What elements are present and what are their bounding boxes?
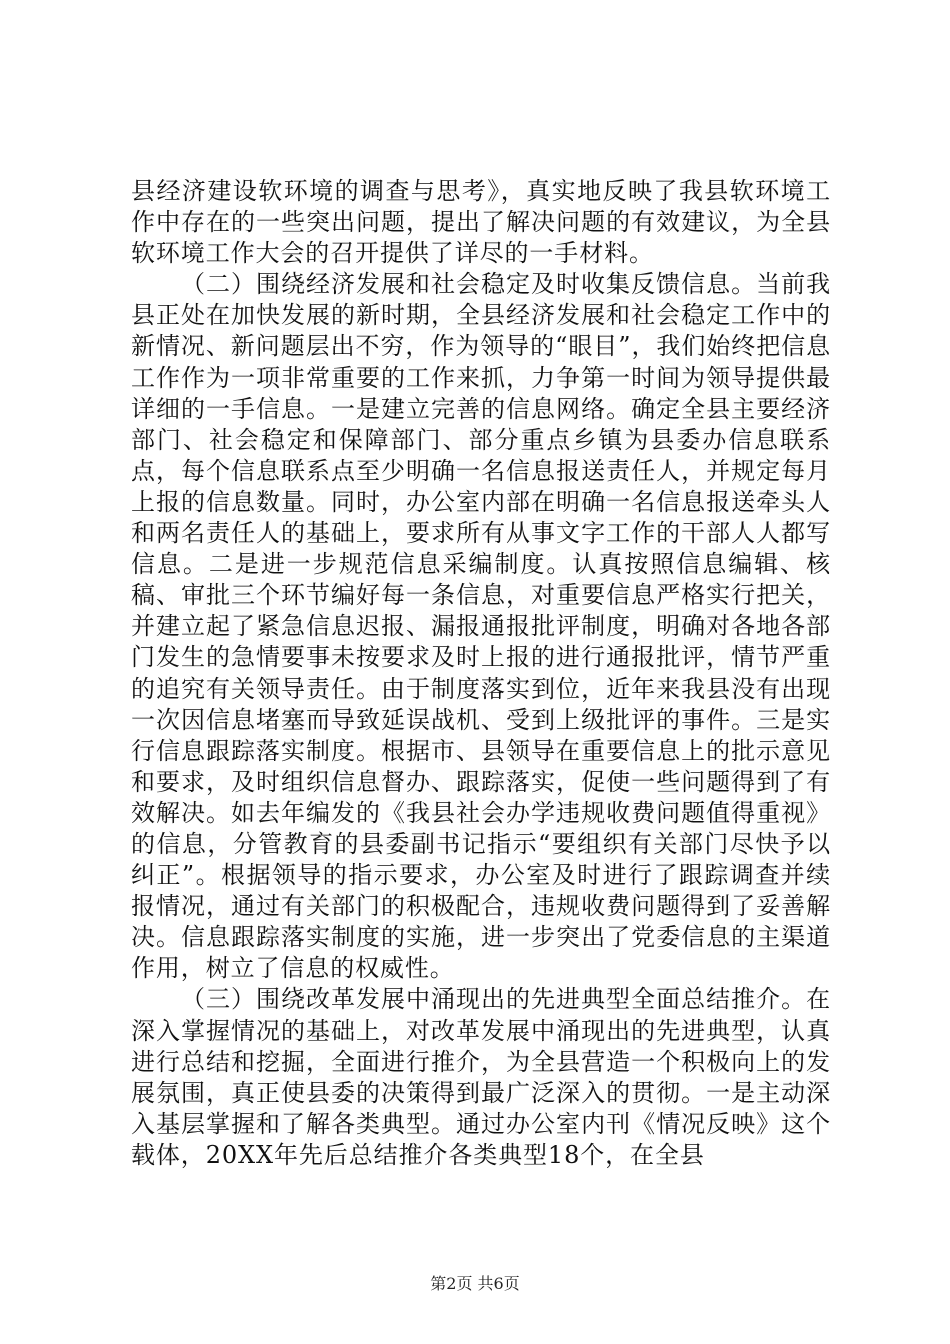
document-body: [131, 176, 831, 1171]
paragraph-section-two: （二）围绕经济发展和社会稳定及时收集反馈信息。当前我县正处在加快发展的新时期，全县经济发展和社会稳定工作中的新情况、新问题层出不穷，作为领导的“眼目”，我们始终把信息工作作为一项非常重要的工作来抓，力争第一时间为领导提供最详细的一手信息。一是建立完善的信息网络。确定全县主要经济部门、社会稳定和保障部门、部分重点乡镇为县委办信息联系点，每个信息联系点至少明确一名信息报送责任人，并规定每月上报的信息数量。同时，办公室内部在明确一名信息报送牵头人和两名责任人的基础上，要求所有从事文字工作的干部人人都写信息。二是进一步规范信息采编制度。认真按照信息编辑、核稿、审批三个环节编好每一条信息，对重要信息严格实行把关，并建立起了紧急信息迟报、漏报通报批评制度，明确对各地各部门发生的急情要事未按要求及时上报的进行通报批评，情节严重的追究有关领导责任。由于制度落实到位，近年来我县没有出现一次因信息堵塞而导致延误战机、受到上级批评的事件。三是实行信息跟踪落实制度。根据市、县领导在重要信息上的批示意见和要求，及时组织信息督办、跟踪落实，促使一些问题得到了有效解决。如去年编发的《我县社会办学违规收费问题值得重视》的信息，分管教育的县委副书记指示“要组织有关部门尽快予以纠正”。根据领导的指示要求，办公室及时进行了跟踪调查并续报情况，通过有关部门的积极配合，违规收费问题得到了妥善解决。信息跟踪落实制度的实施，进一步突出了党委信息的主渠道作用，树立了信息的权威性。: [131, 270, 831, 983]
paragraph-section-three: （三）围绕改革发展中涌现出的先进典型全面总结推介。在深入掌握情况的基础上，对改革发展中涌现出的先进典型，认真进行总结和挖掘，全面进行推介，为全县营造一个积极向上的发展氛围，真正使县委的决策得到最广泛深入的贯彻。一是主动深入基层掌握和了解各类典型。通过办公室内刊《情况反映》这个载体，20XX年先后总结推介各类典型18个，在全县: [131, 985, 831, 1169]
paragraph-continuation: 县经济建设软环境的调查与思考》，真实地反映了我县软环境工作中存在的一些突出问题，提出了解决问题的有效建议，为全县软环境工作大会的召开提供了详尽的一手材料。: [131, 177, 831, 268]
page-number-footer: 第2页 共6页: [430, 1274, 520, 1293]
